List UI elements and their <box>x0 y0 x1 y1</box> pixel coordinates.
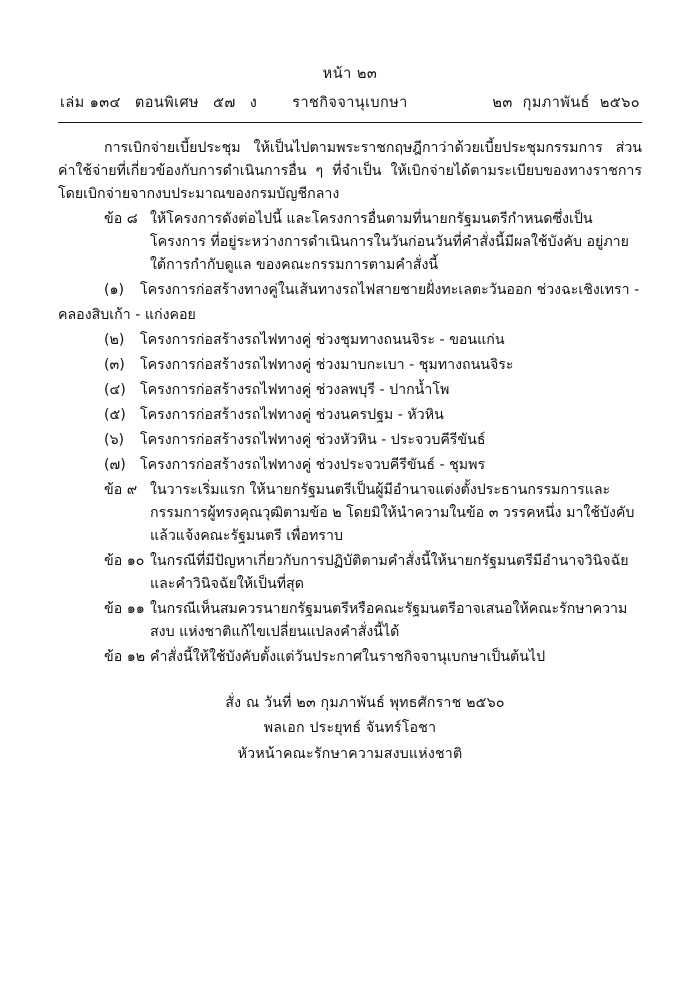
clause-11 <box>58 598 642 644</box>
project-continuation: คลองสิบเก้า - แก่งคอย <box>58 307 196 323</box>
clause-8-text: ให้โครงการดังต่อไปนี้ และโครงการอื่นตามที่นายกรัฐมนตรีกำหนดซึ่งเป็นโครงการ ที่อยู่ระหว่างการดำเนินการในวันก่อนวันที่คำสั่งนี้มีผลใช้บังคับ อยู่ภายใต้การกำกับดูแล ของคณะกรรมการตามคำสั่งนี้ <box>150 211 629 273</box>
project-text: โครงการก่อสร้างรถไฟทางคู่ ช่วงประจวบคีรีขันธ์ - ชุมพร <box>140 457 486 473</box>
clause-12-label: ข้อ ๑๒ <box>104 649 146 665</box>
clause-12 <box>58 646 642 669</box>
date-month: กุมภาพันธ์ <box>522 95 590 111</box>
page-number-label: หน้า ๒๓ <box>322 66 378 82</box>
clause-9-text: ในวาระเริ่มแรก ให้นายกรัฐมนตรีเป็นผู้มีอำนาจแต่งตั้งประธานกรรมการและ กรรมการผู้ทรงคุณวุฒิตามข้อ ๒ โดยมิให้นำความในข้อ ๓ วรรคหนึ่ง มาใช้บังคับ แล้วแจ้งคณะรัฐมนตรี เพื่อทราบ <box>150 482 635 544</box>
clause-10-label: ข้อ ๑๐ <box>104 553 145 569</box>
list-item <box>58 379 642 402</box>
project-content <box>140 404 642 427</box>
project-text: โครงการก่อสร้างรถไฟทางคู่ ช่วงนครปฐม - หัวหิน <box>140 407 444 423</box>
header-divider <box>58 122 642 123</box>
project-marker: (๖) <box>104 432 125 448</box>
clause-10 <box>58 550 642 596</box>
signature-title: หัวหน้าคณะรักษาความสงบแห่งชาติ <box>237 745 463 762</box>
list-item <box>58 279 642 302</box>
date-day: ๒๓ <box>492 95 513 111</box>
project-marker: (๒) <box>104 332 125 348</box>
project-marker: (๕) <box>104 407 126 423</box>
signature-date: สั่ง ณ วันที่ ๒๓ กุมภาพันธ์ พุทธศักราช ๒๕๖๐ <box>225 695 505 711</box>
page-header <box>58 62 642 116</box>
section-letter: ง <box>249 95 258 111</box>
project-text: โครงการก่อสร้างทางคู่ในเส้นทางรถไฟสายชายฝั่งทะเลตะวันออก ช่วงฉะเชิงเทรา - <box>140 282 640 298</box>
clause-9-label: ข้อ ๙ <box>104 482 138 498</box>
project-text: โครงการก่อสร้างรถไฟทางคู่ ช่วงมาบกะเบา - ชุมทางถนนจิระ <box>140 357 514 373</box>
gazette-name: ราชกิจจานุเบกษา <box>292 95 408 111</box>
project-content <box>140 454 642 477</box>
date-year: ๒๕๖๐ <box>599 95 640 111</box>
clause-8 <box>58 208 642 277</box>
header-row <box>58 91 642 114</box>
signature-block <box>58 691 642 767</box>
project-content <box>140 329 642 352</box>
list-item <box>58 429 642 452</box>
clause-8-label: ข้อ ๘ <box>104 211 138 227</box>
project-marker: (๔) <box>104 382 126 398</box>
document-body <box>58 137 642 767</box>
clause-9 <box>58 479 642 548</box>
signature-name: พลเอก ประยุทธ์ จันทร์โอชา <box>263 720 437 737</box>
issue-number: ๕๗ <box>213 95 236 111</box>
clause-11-text: ในกรณีเห็นสมควรนายกรัฐมนตรีหรือคณะรัฐมนตรีอาจเสนอให้คณะรักษาความสงบ แห่งชาติแก้ไขเปลี่ยนแปลงคำสั่งนี้ได้ <box>150 601 628 640</box>
volume-label: เล่ม ๑๓๔ <box>60 95 121 111</box>
special-label: ตอนพิเศษ <box>134 95 200 111</box>
project-content <box>140 429 642 452</box>
project-marker: (๗) <box>104 457 126 473</box>
project-marker: (๑) <box>104 282 125 298</box>
project-content <box>140 379 642 402</box>
list-item <box>58 329 642 352</box>
clause-12-text: คำสั่งนี้ให้ใช้บังคับตั้งแต่วันประกาศในราชกิจจานุเบกษาเป็นต้นไป <box>150 649 546 665</box>
list-item <box>58 404 642 427</box>
project-marker: (๓) <box>104 357 125 373</box>
clause-11-label: ข้อ ๑๑ <box>104 601 145 617</box>
clause-10-text: ในกรณีที่มีปัญหาเกี่ยวกับการปฏิบัติตามคำสั่งนี้ให้นายกรัฐมนตรีมีอำนาจวินิจฉัย และคำวินิจฉัยให้เป็นที่สุด <box>150 553 629 592</box>
project-text: โครงการก่อสร้างรถไฟทางคู่ ช่วงหัวหิน - ประจวบคีรีขันธ์ <box>140 432 486 448</box>
project-text: โครงการก่อสร้างรถไฟทางคู่ ช่วงชุมทางถนนจิระ - ขอนแก่น <box>140 332 505 348</box>
list-item <box>58 354 642 377</box>
list-item <box>58 454 642 477</box>
header-date-group <box>492 91 640 114</box>
paragraph-meeting-allowance: การเบิกจ่ายเบี้ยประชุม ให้เป็นไปตามพระราชกฤษฎีกาว่าด้วยเบี้ยประชุมกรรมการ ส่วนค่าใช้จ่ายที่เกี่ยวข้องกับการดำเนินการอื่น ๆ ที่จำเป็น ให้เบิกจ่ายได้ตามระเบียบของทางราชการ โดยเบิกจ่ายจากงบประมาณของกรมบัญชีกลาง <box>58 140 642 202</box>
project-content <box>140 279 642 302</box>
header-volume-group <box>60 91 257 114</box>
project-text: โครงการก่อสร้างรถไฟทางคู่ ช่วงลพบุรี - ปากน้ำโพ <box>140 382 450 398</box>
project-content <box>140 354 642 377</box>
